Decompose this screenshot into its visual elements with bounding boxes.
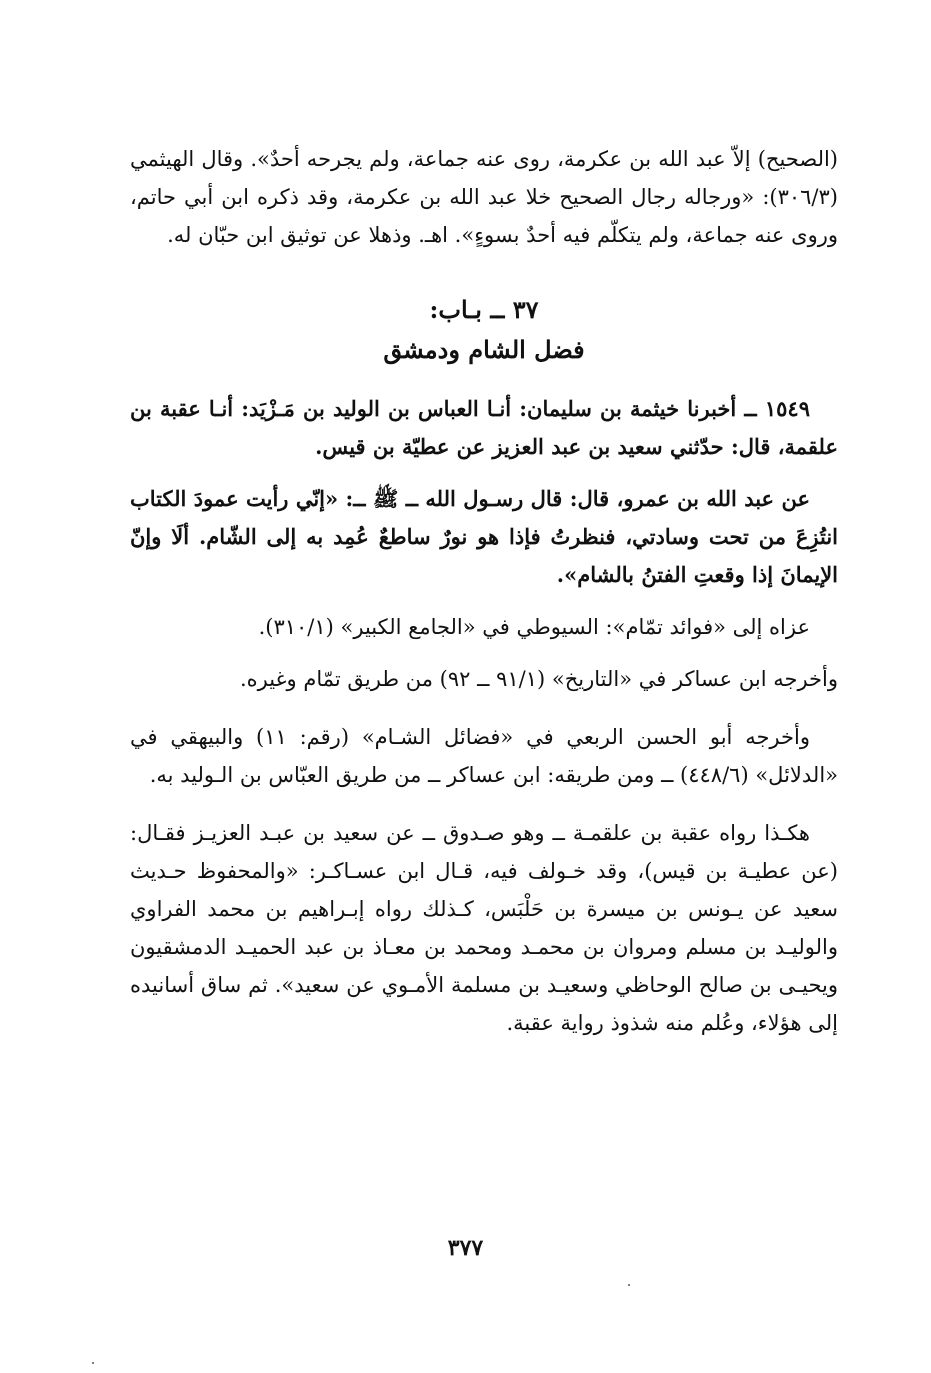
spacer bbox=[130, 646, 838, 660]
hadith-isnad: ١٥٤٩ ــ أخبرنا خيثمة بن سليمان: أنـا العباس بن الوليد بن مَـزْيَد: أنـا عقبة بن علقمة، قال: حدّثني سعيد بن عبد العزيز عن عطيّة بن قيس. bbox=[130, 396, 838, 459]
chapter-title: فضل الشام ودمشق bbox=[383, 335, 585, 364]
top-paragraph: (الصحيح) إلاّ عبد الله بن عكرمة، روى عنه جماعة، ولم يجرحه أحدٌ». وقال الهيثمي (٣٠٦/٣): «ورجاله رجال الصحيح خلا عبد الله بن عكرمة، وقد ذكره ابن أبي حاتم، وروى عنه جماعة، ولم يتكلّم فيه أحدٌ بسوءٍ». اهـ. وذهلا عن توثيق ابن حبّان له. bbox=[130, 147, 838, 247]
page-body bbox=[130, 140, 838, 1042]
spacer bbox=[130, 370, 838, 390]
chapter-number: ٣٧ ــ بـاب: bbox=[429, 295, 539, 324]
spacer bbox=[130, 466, 838, 480]
scan-speck bbox=[628, 1284, 630, 1286]
spacer bbox=[130, 698, 838, 718]
takhrij-attribution: عزاه إلى «فوائد تمّام»: السيوطي في «الجامع الكبير» (٣١٠/١). bbox=[258, 615, 810, 639]
page-number: ٣٧٧ bbox=[447, 1235, 484, 1261]
spacer bbox=[130, 254, 838, 290]
hadith-matn: عن عبد الله بن عمرو، قال: قال رسـول الله ــ ﷺ ــ: «إنّي رأيت عمودَ الكتاب انتُزِعَ من تحت وسادتي، فنظرتُ فإذا هو نورٌ ساطعٌ عُمِد به إلى الشّام. ألَا وإنّ الإيمانَ إذا وقعتِ الفتنُ بالشام». bbox=[130, 486, 838, 587]
spacer bbox=[130, 594, 838, 608]
spacer bbox=[130, 794, 838, 814]
scan-speck bbox=[92, 1362, 94, 1364]
takhrij-rabi-bayhaqi: وأخرجه أبو الحسن الربعي في «فضائل الشـام» (رقم: ١١) والبيهقي في «الدلائل» (٤٤٨/٦) ــ ومن طريقه: ابن عساكر ــ من طريق العبّاس بن الـوليد به. bbox=[130, 725, 838, 787]
takhrij-ibn-asakir: وأخرجه ابن عساكر في «التاريخ» (٩١/١ ــ ٩٢) من طريق تمّام وغيره. bbox=[239, 667, 838, 691]
takhrij-analysis: هكـذا رواه عقبة بن علقمـة ــ وهو صـدوق ــ عن سعيد بن عبـد العزيـز فقـال: (عن عطيـة بن قيس)، وقد خـولف فيه، قـال ابن عسـاكـر: «والمحفوظ حـديث سعيد عن يـونس بن ميسرة بن حَلْبَس، كـذلك رواه إبـراهيم بن محمد الفراوي والوليـد بن مسلم ومروان بن محمـد ومحمد بن معـاذ بن عبد الحميـد الدمشقيون ويحيـى بن صالح الوحاظي وسعيـد بن مسلمة الأمـوي عن سعيد». ثم ساق أسانيده إلى هؤلاء، وعُلم منه شذوذ رواية عقبة. bbox=[130, 821, 838, 1035]
